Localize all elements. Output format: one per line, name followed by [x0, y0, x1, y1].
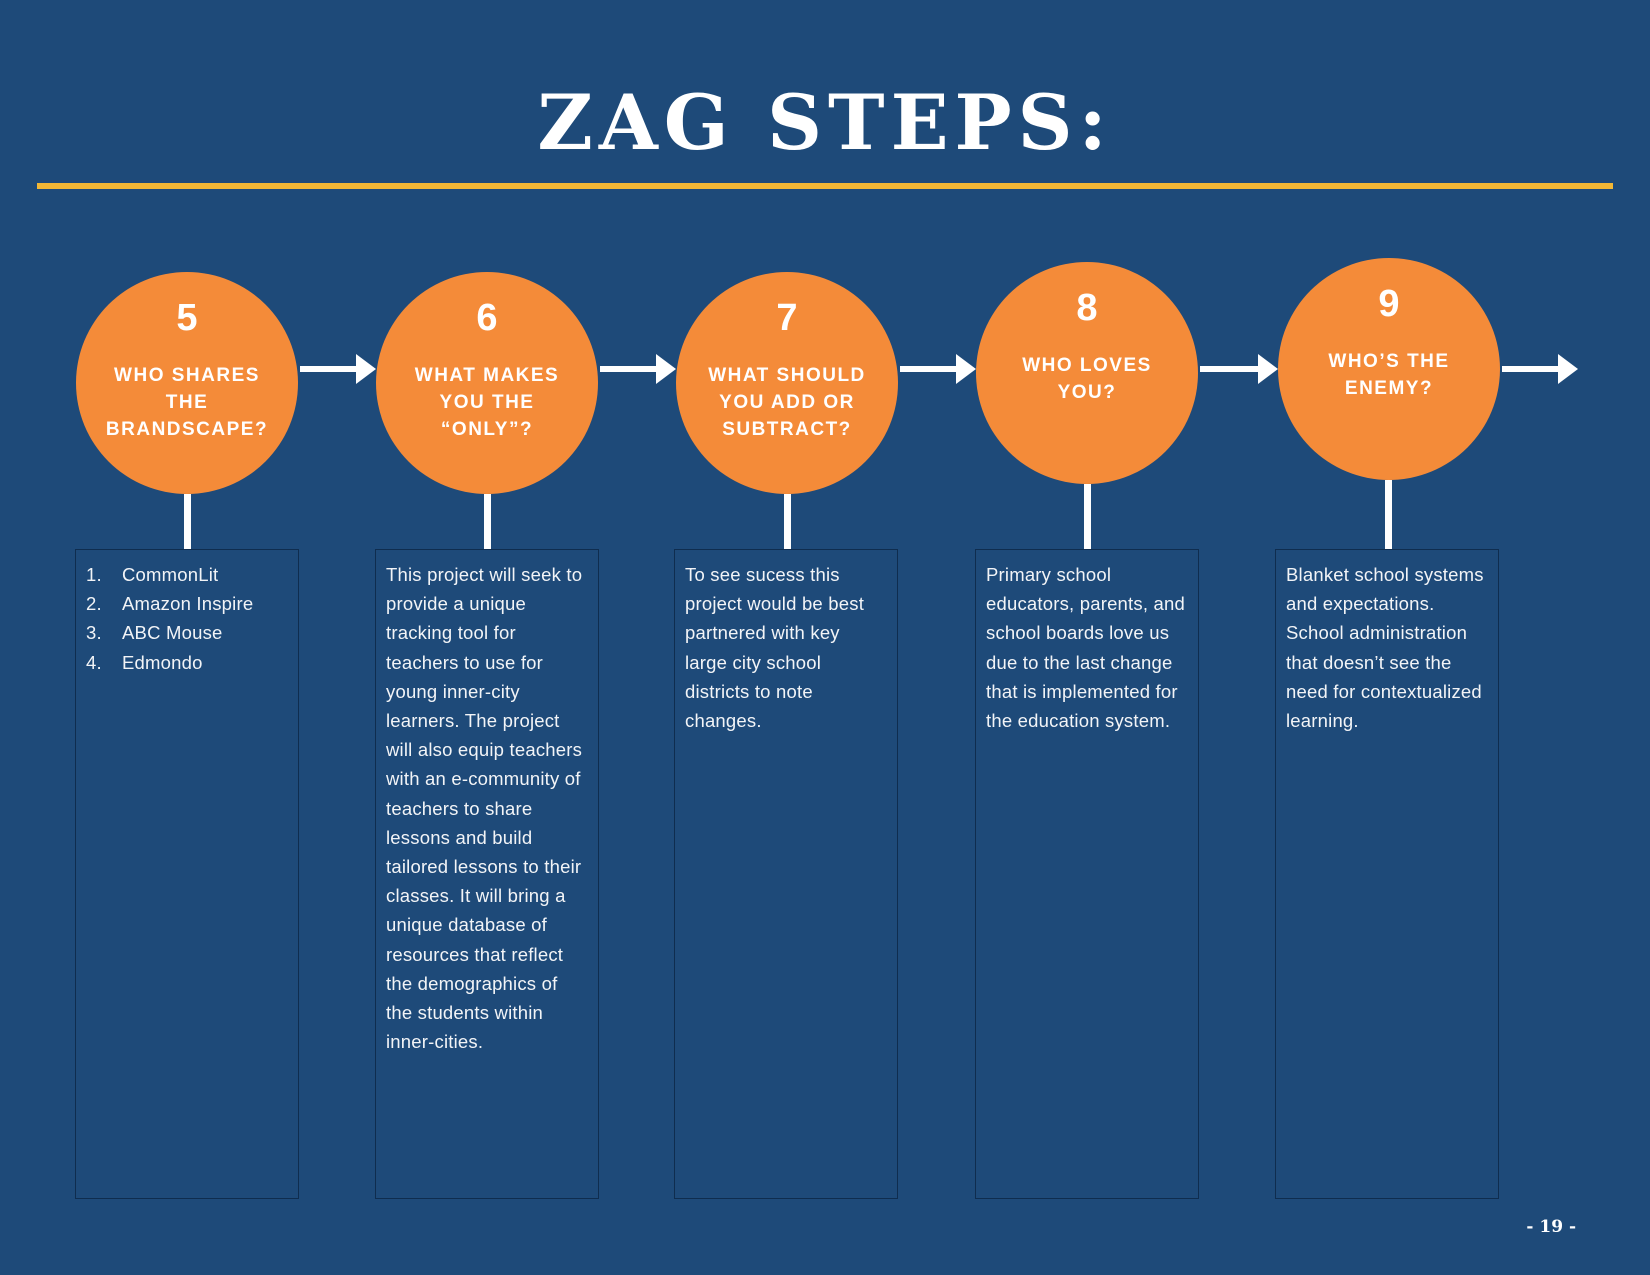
step-question: WHO’S THE ENEMY? — [1328, 351, 1450, 399]
title-underline — [37, 183, 1613, 189]
arrow-right-icon — [1502, 354, 1578, 384]
step-5-circle — [76, 272, 298, 494]
step-6-box: This project will seek to provide a unique tracking tool for teachers to use for young inner-city learners. The project will also equip teachers with an e-community of teachers to share lessons and build tailored lessons to their classes. It will bring a unique database of resources that reflect the demographics of the students within inner-cities. — [375, 549, 599, 1199]
list-item: 4. Edmondo — [86, 651, 203, 673]
step-question: WHO LOVES YOU? — [1022, 355, 1152, 403]
step-number: 9 — [1378, 283, 1400, 325]
step-6-circle — [376, 272, 598, 494]
step-9-connector — [1385, 480, 1392, 549]
competitor-list — [86, 560, 288, 677]
step-6-connector — [484, 494, 491, 549]
step-number: 5 — [176, 297, 198, 339]
list-item: 1. CommonLit — [86, 564, 219, 585]
step-number: 6 — [476, 297, 498, 339]
step-8-connector — [1084, 484, 1091, 549]
arrow-right-icon — [1200, 354, 1278, 384]
step-5-box — [75, 549, 299, 1199]
list-item: 3. ABC Mouse — [86, 622, 223, 644]
step-8-circle — [976, 262, 1198, 484]
step-7-box: To see sucess this project would be best partnered with key large city school districts to note changes. — [674, 549, 898, 1199]
step-9-circle — [1278, 258, 1500, 480]
step-8-box: Primary school educators, parents, and school boards love us due to the last change that is implemented for the education system. — [975, 549, 1199, 1199]
step-question: WHO SHARES THE BRANDSCAPE? — [105, 365, 269, 440]
step-question: WHAT MAKES YOU THE “ONLY”? — [414, 365, 560, 440]
step-9-box: Blanket school systems and expectations. School administration that doesn’t see the need for contextualized learning. — [1275, 549, 1499, 1199]
step-number: 7 — [776, 297, 798, 339]
step-7-connector — [784, 494, 791, 549]
page-number: - 19 - — [1526, 1217, 1576, 1237]
step-5-connector — [184, 494, 191, 549]
list-item: 2. Amazon Inspire — [86, 593, 254, 615]
arrow-right-icon — [300, 354, 376, 384]
arrow-right-icon — [900, 354, 976, 384]
step-7-circle — [676, 272, 898, 494]
step-question: WHAT SHOULD YOU ADD OR SUBTRACT? — [708, 365, 866, 440]
arrow-right-icon — [600, 354, 676, 384]
page-title: ZAG STEPS: — [537, 78, 1113, 167]
step-number: 8 — [1076, 287, 1098, 329]
